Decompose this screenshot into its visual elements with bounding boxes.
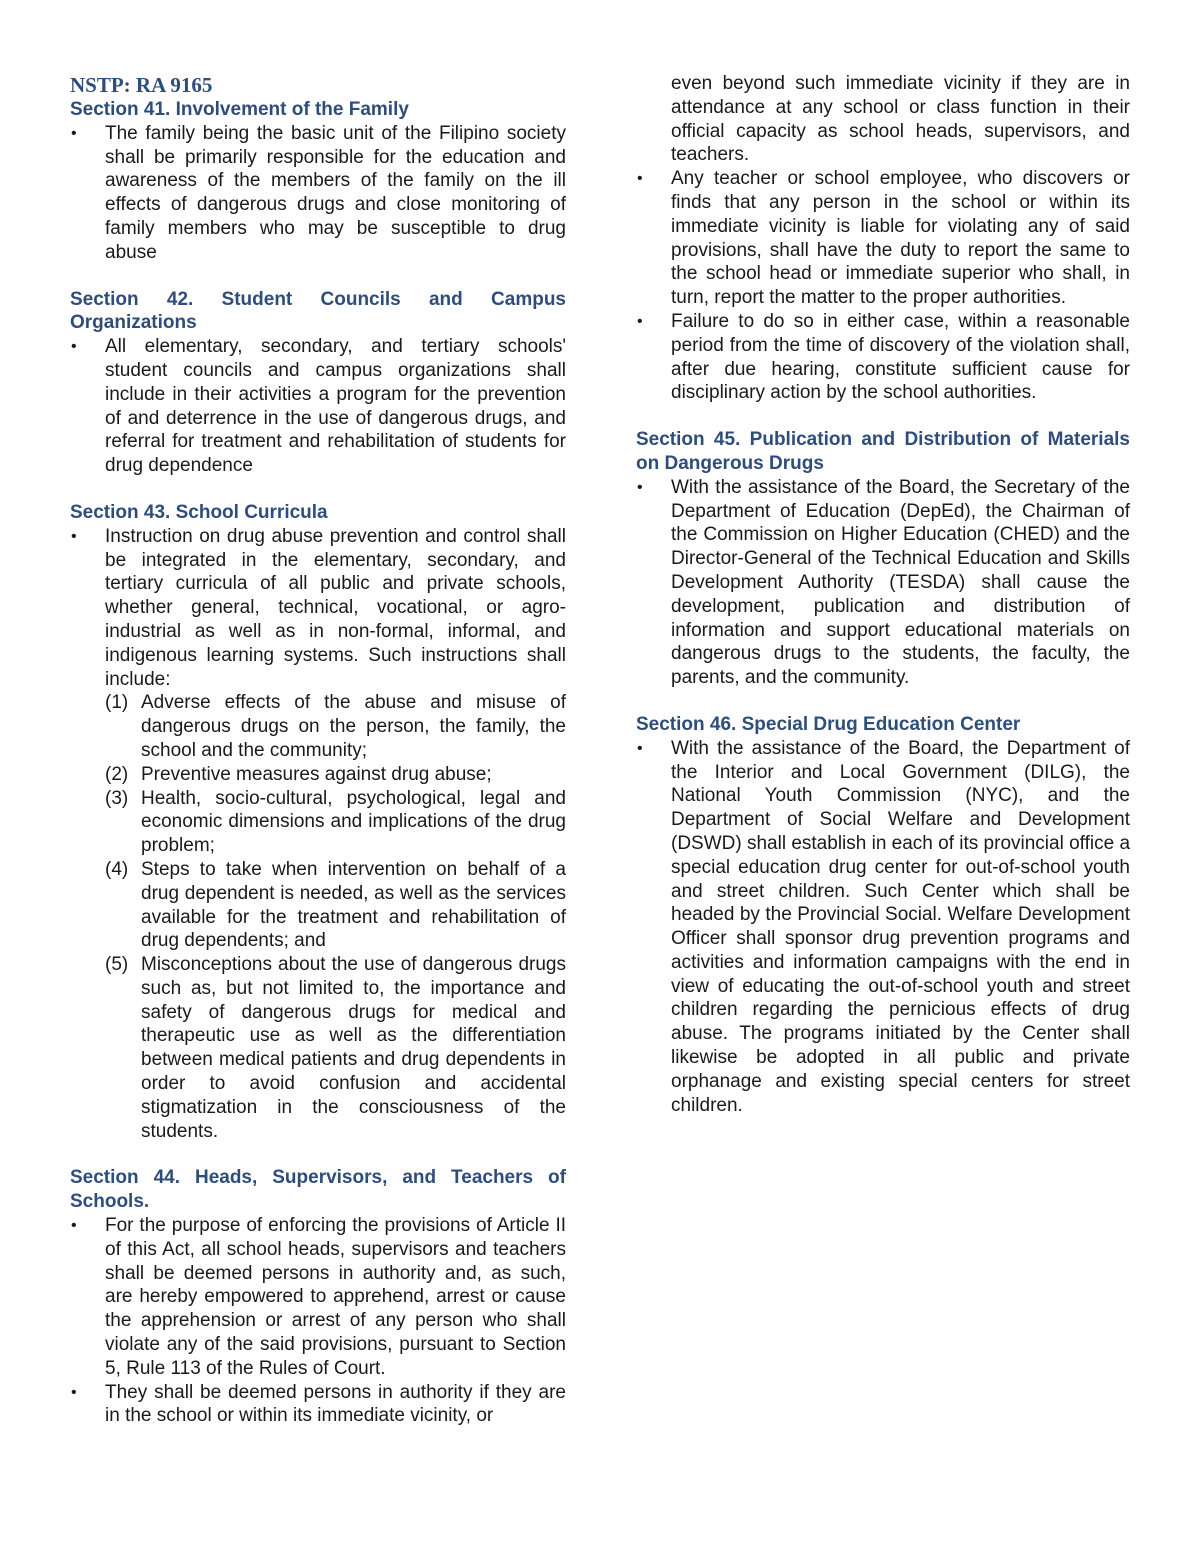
section-44-heading: Section 44. Heads, Supervisors, and Teachers of Schools. — [70, 1167, 566, 1213]
numbered-item — [70, 858, 566, 953]
item-number: (5) — [105, 954, 129, 976]
item-text: Preventive measures against drug abuse; — [141, 763, 492, 785]
item-text: Misconceptions about the use of dangerous drugs such as, but not limited to, the importance and safety of dangerous drugs for medical and therapeutic use as well as the differentiation between medical patients and drug dependents in order to avoid confusion and accidental stigmatization in the consciousness of the students. — [141, 954, 566, 1142]
bullet-text: Failure to do so in either case, within a reasonable period from the time of discovery of the violation shall, after due hearing, constitute sufficient cause for disciplinary action by the school authorities. — [671, 310, 1130, 404]
item-number: (2) — [105, 763, 129, 785]
numbered-item — [70, 953, 566, 1143]
section-44-bullets — [70, 1214, 566, 1428]
bullet-icon: • — [71, 1217, 77, 1235]
bullet-item — [70, 525, 566, 692]
bullet-item — [636, 310, 1130, 405]
bullet-item — [636, 476, 1130, 690]
bullet-text: With the assistance of the Board, the Secretary of the Department of Education (DepEd), the Chairman of the Commission on Higher Education (CHED) and the Director-General of the Technical Education and Skills Development Authority (TESDA) shall cause the development, publication and distribution of information and support educational materials on dangerous drugs to the students, the faculty, the parents, and the community. — [671, 476, 1130, 689]
numbered-item — [70, 691, 566, 762]
section-42-heading: Section 42. Student Councils and Campus Organizations — [70, 288, 566, 334]
section-42-bullets — [70, 335, 566, 478]
bullet-text: They shall be deemed persons in authority if they are in the school or within its immediate vicinity, or — [105, 1381, 566, 1427]
bullet-text: With the assistance of the Board, the Department of the Interior and Local Government (DILG), the National Youth Commission (NYC), and the Department of Social Welfare and Development (DSWD) shall establish in each of its provincial office a special education drug center for out-of-school youth and street children. Such Center which shall be headed by the Provincial Social. Welfare Development Officer shall sponsor drug prevention programs and activities and information campaigns with the end in view of educating the out-of-school youth and street children regarding the pernicious effects of drug abuse. The programs initiated by the Center shall likewise be adopted in all public and private orphanage and existing special centers for street children. — [671, 737, 1131, 1116]
bullet-item — [636, 167, 1130, 310]
bullet-text: Instruction on drug abuse prevention and control shall be integrated in the elementary, secondary, and tertiary curricula of all public and private schools, whether general, technical, vocational, or agro-industrial as well as in non-formal, informal, and indigenous learning systems. Such instructions shall include: — [105, 525, 566, 690]
section-41 — [70, 98, 566, 265]
bullet-item — [70, 1381, 566, 1429]
bullet-icon: • — [637, 312, 643, 330]
bullet-icon: • — [71, 1383, 77, 1401]
section-43 — [70, 501, 566, 1144]
item-text: Steps to take when intervention on behalf of a drug dependent is needed, as well as the services available for the treatment and rehabilitation of drug dependents; and — [141, 858, 566, 952]
bullet-text: The family being the basic unit of the Filipino society shall be primarily responsible for the education and awareness of the members of the family on the ill effects of dangerous drugs and close monitoring of family members who may be susceptible to drug abuse — [105, 122, 566, 263]
section-41-bullets — [70, 122, 566, 265]
bullet-item — [70, 335, 566, 478]
section-44-continuation: even beyond such immediate vicinity if they are in attendance at any school or class function in their official capacity as school heads, supervisors, and teachers. — [671, 73, 1130, 166]
right-column — [636, 72, 1130, 1117]
left-column — [70, 72, 566, 1428]
bullet-item — [70, 1214, 566, 1381]
section-42 — [70, 288, 566, 478]
item-number: (4) — [105, 858, 129, 880]
bullet-icon: • — [71, 124, 77, 142]
section-45-bullets — [636, 476, 1130, 690]
bullet-item — [636, 737, 1130, 1118]
section-45-heading: Section 45. Publication and Distribution of Materials on Dangerous Drugs — [636, 429, 1130, 474]
numbered-item — [70, 787, 566, 858]
section-46-bullets — [636, 737, 1130, 1118]
section-46-heading: Section 46. Special Drug Education Center — [636, 713, 1021, 735]
item-number: (1) — [105, 692, 129, 714]
bullet-icon: • — [71, 527, 77, 545]
section-43-bullets — [70, 525, 566, 692]
bullet-item — [70, 122, 566, 265]
bullet-icon: • — [637, 170, 643, 188]
document-title: NSTP: RA 9165 — [70, 73, 213, 97]
section-43-numbered-list — [70, 691, 566, 1143]
item-number: (3) — [105, 787, 129, 809]
section-46 — [636, 713, 1130, 1118]
bullet-icon: • — [637, 478, 643, 496]
section-45 — [636, 428, 1130, 690]
numbered-item — [70, 763, 566, 787]
item-text: Health, socio-cultural, psychological, legal and economic dimensions and implications of the drug problem; — [141, 787, 566, 857]
section-43-heading: Section 43. School Curricula — [70, 501, 328, 523]
item-text: Adverse effects of the abuse and misuse of dangerous drugs on the person, the family, the school and the community; — [141, 692, 566, 761]
bullet-text: Any teacher or school employee, who discovers or finds that any person in the school or within its immediate vicinity is liable for violating any of said provisions, shall have the duty to report the same to the school head or immediate superior who shall, in turn, report the matter to the proper authorities. — [671, 168, 1130, 309]
bullet-icon: • — [71, 338, 77, 356]
section-44-more-bullets — [636, 167, 1130, 405]
section-44 — [70, 1166, 566, 1428]
bullet-text: All elementary, secondary, and tertiary schools' student councils and campus organizations shall include in their activities a program for the prevention of and deterrence in the use of dangerous drugs, and referral for treatment and rehabilitation of students for drug dependence — [105, 336, 566, 477]
section-41-heading: Section 41. Involvement of the Family — [70, 99, 409, 120]
bullet-text: For the purpose of enforcing the provisions of Article II of this Act, all school heads, supervisors and teachers shall be deemed persons in authority and, as such, are hereby empowered to apprehend, arrest or cause the apprehension or arrest of any person who shall violate any of the said provisions, pursuant to Section 5, Rule 113 of the Rules of Court. — [105, 1215, 566, 1379]
bullet-icon: • — [637, 739, 643, 757]
